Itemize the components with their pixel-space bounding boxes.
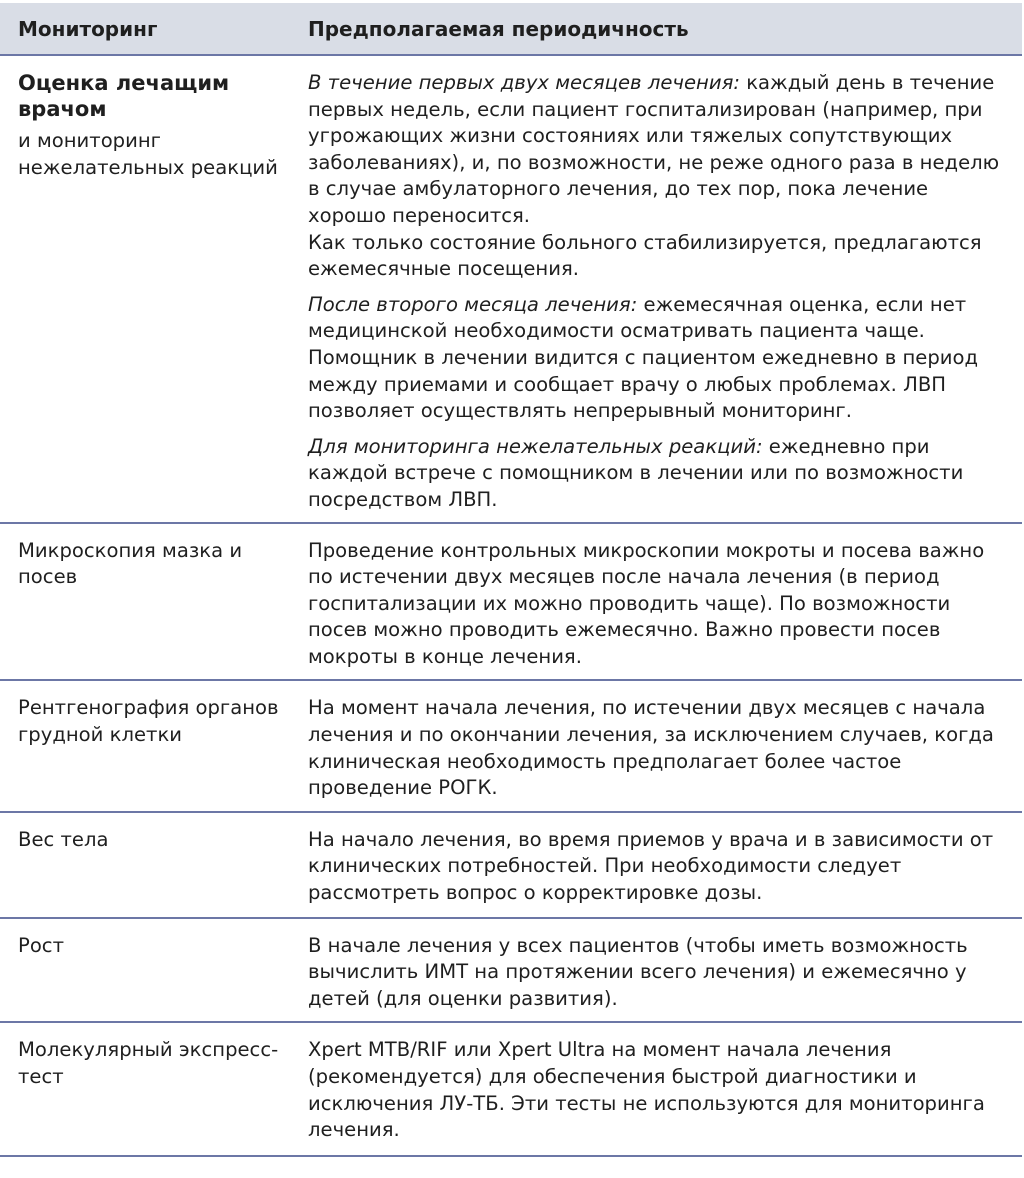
table-header-row (0, 3, 1022, 55)
paragraph-lead: Для мониторинга нежелательных реакций: (308, 434, 763, 458)
table-row (0, 55, 1022, 523)
table-row (0, 1022, 1022, 1155)
row-text-cell (290, 55, 1022, 523)
paragraph (308, 70, 1012, 283)
table-row (0, 812, 1022, 918)
row-text: Проведение контрольных микроскопии мокроты и посева важно по истечении двух месяцев после начала лечения (в период госпитализации их можно проводить чаще). По возможности посев можно проводить ежемесячно. Важно провести посев мокроты в конце лечения. (290, 523, 1022, 681)
row-name: Молекулярный экспресс-тест (0, 1022, 290, 1155)
row-name-sub: и мониторинг нежелательных реакций (18, 129, 278, 179)
paragraph-text: ежедневно при каждой встрече с помощником в лечении или по возможности посредством ЛВП. (308, 434, 964, 511)
paragraph-text: каждый день в течение первых недель, если пациент госпитализирован (например, при угрожающих жизни состояниях или тяжелых сопутствующих заболеваниях), и, по возможности, не реже одного раза в неделю в случае амбулаторного лечения, до тех пор, пока лечение хорошо переносится. (308, 71, 1000, 227)
row-name: Микроскопия мазка и посев (0, 523, 290, 681)
paragraph (308, 434, 1012, 514)
row-name-cell (0, 55, 290, 523)
row-name: Вес тела (0, 812, 290, 918)
row-text: В начале лечения у всех пациентов (чтобы иметь возможность вычислить ИМТ на протяжении всего лечения) и ежемесячно у детей (для оценки развития). (290, 918, 1022, 1023)
paragraph-text: Как только состояние больного стабилизируется, предлагаются ежемесячные посещения. (308, 230, 982, 281)
row-name-bold: Оценка лечащим врачом (18, 71, 230, 121)
row-text: Xpert MTB/RIF или Xpert Ultra на момент начала лечения (рекомендуется) для обеспечения быстрой диагностики и исключения ЛУ-ТБ. Эти тесты не используются для мониторинга лечения. (290, 1022, 1022, 1155)
paragraph-lead: В течение первых двух месяцев лечения: (308, 71, 740, 94)
header-periodicity: Предполагаемая периодичность (290, 3, 1022, 55)
paragraph-lead: После второго месяца лечения: (308, 292, 638, 316)
table-row (0, 680, 1022, 811)
row-text: На начало лечения, во время приемов у врача и в зависимости от клинических потребностей. При необходимости следует рассмотреть вопрос о корректировке дозы. (290, 812, 1022, 918)
row-name: Рост (0, 918, 290, 1023)
row-name: Рентгенография органов грудной клетки (0, 680, 290, 811)
table-row (0, 918, 1022, 1023)
paragraph-text: ежемесячная оценка, если нет медицинской необходимости осматривать пациента чаще. Помощник в лечении видится с пациентом ежедневно в период между приемами и сообщает врачу о любых проблемах. ЛВП позволяет осуществлять непрерывный мониторинг. (308, 292, 979, 423)
row-text: На момент начала лечения, по истечении двух месяцев с начала лечения и по окончании лечения, за исключением случаев, когда клиническая необходимость предполагает более частое проведение РОГК. (290, 680, 1022, 811)
monitoring-table (0, 3, 1022, 1157)
paragraph (308, 292, 1012, 425)
table-row (0, 523, 1022, 681)
header-monitoring: Мониторинг (0, 3, 290, 55)
